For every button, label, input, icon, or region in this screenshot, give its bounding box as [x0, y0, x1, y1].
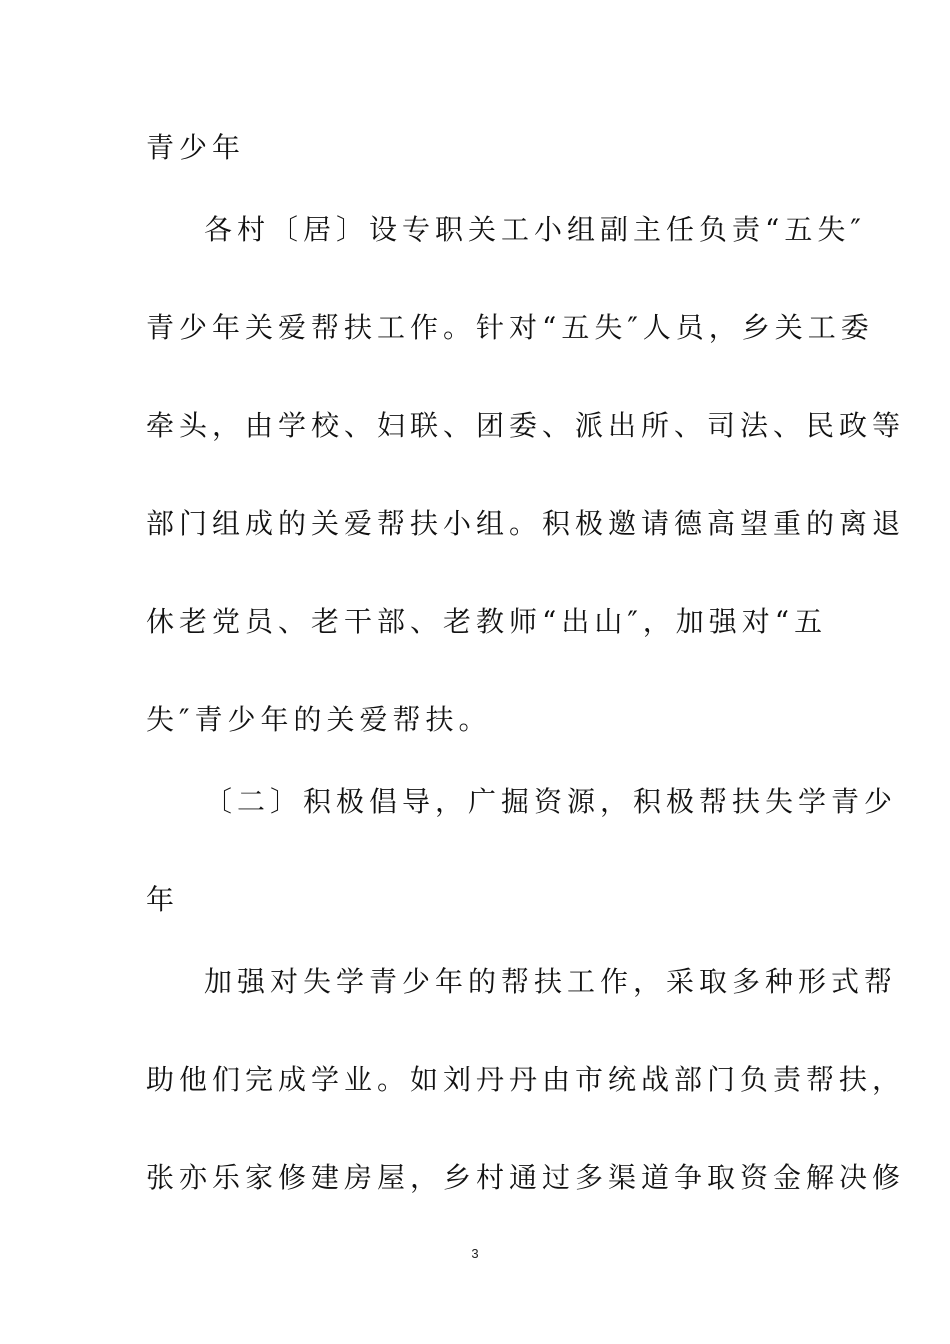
text-line: 牵头，由学校、妇联、团委、派出所、司法、民政等: [146, 409, 906, 442]
text-line: 加强对失学青少年的帮扶工作，采取多种形式帮: [204, 965, 898, 998]
text-line: 青少年关爱帮扶工作。针对“五失″人员，乡关工委: [146, 311, 874, 344]
text-line: 各村〔居〕设专职关工小组副主任负责“五失″: [204, 213, 866, 246]
text-line: 助他们完成学业。如刘丹丹由市统战部门负责帮扶，: [146, 1063, 906, 1096]
section-heading-line: 年: [146, 883, 180, 916]
text-line: 青少年: [146, 131, 246, 164]
text-line: 失″青少年的关爱帮扶。: [146, 703, 492, 736]
text-line: 休老党员、老干部、老教师“出山″，加强对“五: [146, 605, 828, 638]
text-line: 部门组成的关爱帮扶小组。积极邀请德高望重的离退: [146, 507, 906, 540]
section-heading-line: 〔二〕积极倡导，广掘资源，积极帮扶失学青少: [204, 785, 898, 818]
page-number: 3: [471, 1246, 479, 1261]
text-line: 张亦乐家修建房屋，乡村通过多渠道争取资金解决修: [146, 1161, 906, 1194]
